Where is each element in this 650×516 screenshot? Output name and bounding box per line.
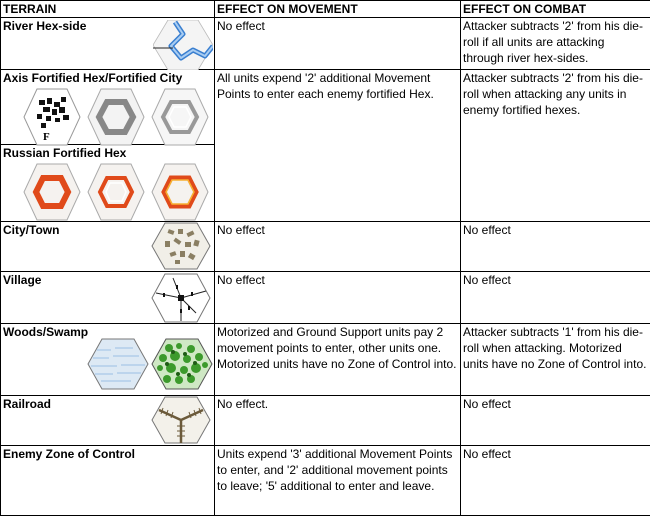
axis-fortified-hex-icon <box>87 88 145 146</box>
swamp-icon <box>87 338 149 390</box>
terrain-name: Woods/Swamp <box>3 324 212 340</box>
movement-cell: All units expend '2' additional Movement Points to enter each enemy fortified Hex. <box>215 70 461 222</box>
combat-header: EFFECT ON COMBAT <box>461 1 650 18</box>
terrain-name: Village <box>3 272 212 288</box>
city-marker-label: F <box>43 131 50 143</box>
movement-cell: No effect. <box>215 396 461 446</box>
movement-cell: No effect <box>215 222 461 272</box>
terrain-name: Russian Fortified Hex <box>3 145 212 161</box>
russian-fortified-hex-icon <box>87 163 145 221</box>
fortified-city-icon <box>23 88 81 146</box>
table-row <box>1 70 650 222</box>
village-icon <box>151 273 211 323</box>
terrain-name: City/Town <box>3 222 212 238</box>
russian-fortified-hex-icon <box>23 163 81 221</box>
combat-cell: No effect <box>461 396 650 446</box>
terrain-cell <box>1 70 215 222</box>
movement-cell: Motorized and Ground Support units pay 2 movement points to enter, other units one. Motorized units have no Zone of Control into. <box>215 324 461 396</box>
table-row <box>1 446 650 516</box>
combat-cell: Attacker subtracts '2' from his die-roll when attacking any units in enemy fortified hexes. <box>461 70 650 222</box>
axis-fortified-city-icon <box>151 88 209 146</box>
russian-fortified-city-icon <box>151 163 209 221</box>
terrain-cell <box>1 446 215 516</box>
combat-cell: Attacker subtracts '2' from his die-roll if all units are attacking through river hex-sides. <box>461 18 650 70</box>
terrain-name: River Hex-side <box>3 18 212 34</box>
terrain-name: Railroad <box>3 396 212 412</box>
terrain-header: TERRAIN <box>1 1 215 18</box>
woods-icon <box>151 338 213 390</box>
movement-cell: No effect <box>215 18 461 70</box>
movement-cell: No effect <box>215 272 461 324</box>
terrain-name: Axis Fortified Hex/Fortified City <box>3 70 212 86</box>
table-row <box>1 222 650 272</box>
river-hexside-icon <box>153 20 213 70</box>
movement-header: EFFECT ON MOVEMENT <box>215 1 461 18</box>
movement-cell: Units expend '3' additional Movement Points to enter, and '2' additional movement points to leave; '5' additional to enter and leave. <box>215 446 461 516</box>
combat-cell: Attacker subtracts '1' from his die-roll when attacking. Motorized units have no Zone of Control into. <box>461 324 650 396</box>
terrain-cell <box>1 18 215 70</box>
city-town-icon <box>151 222 211 270</box>
combat-cell: No effect <box>461 446 650 516</box>
header-row <box>1 1 650 18</box>
terrain-name: Enemy Zone of Control <box>3 446 212 462</box>
combat-cell: No effect <box>461 222 650 272</box>
table-row <box>1 18 650 70</box>
terrain-cell <box>1 324 215 396</box>
terrain-cell <box>1 272 215 324</box>
table-row <box>1 396 650 446</box>
railroad-icon <box>151 396 211 444</box>
terrain-cell <box>1 222 215 272</box>
terrain-cell <box>1 396 215 446</box>
table-row <box>1 272 650 324</box>
combat-cell: No effect <box>461 272 650 324</box>
table-row <box>1 324 650 396</box>
